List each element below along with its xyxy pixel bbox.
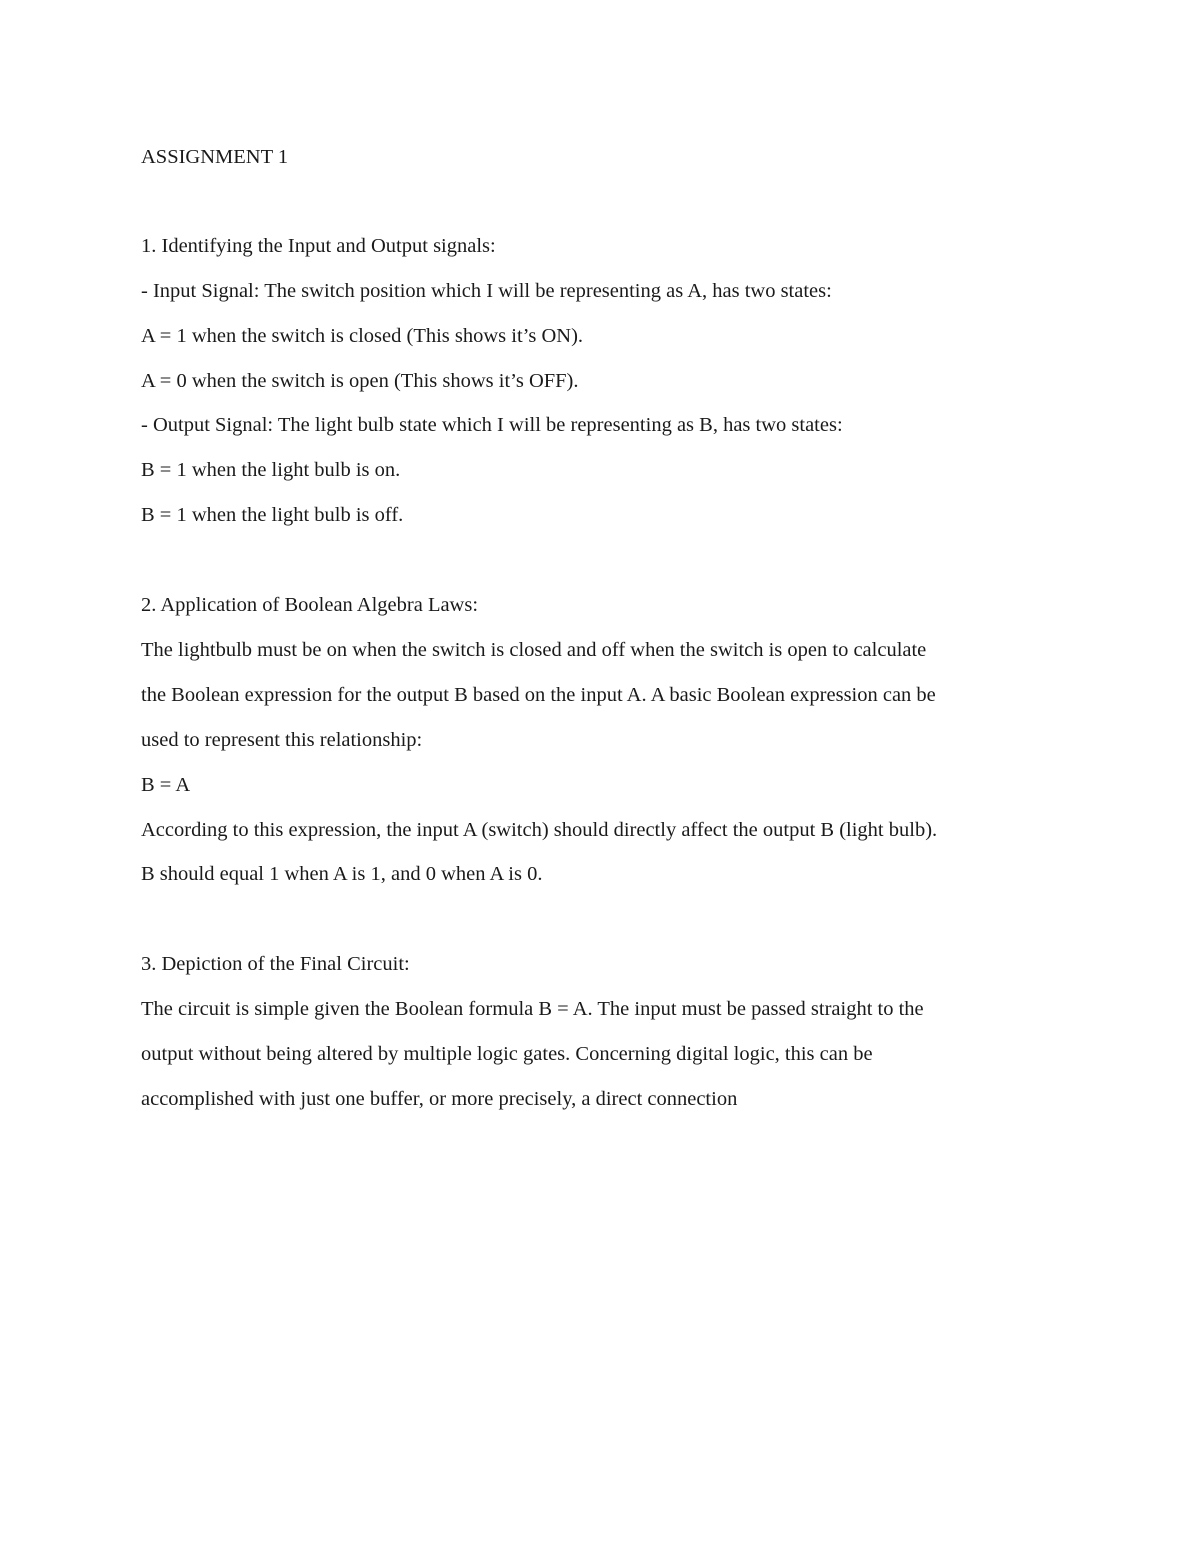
section-1-heading: 1. Identifying the Input and Output signals:: [141, 235, 496, 257]
section-3-line: output without being altered by multiple logic gates. Concerning digital logic, this can be: [141, 1043, 873, 1065]
section-2-line: B should equal 1 when A is 1, and 0 when A is 0.: [141, 863, 543, 885]
section-1-line: - Output Signal: The light bulb state which I will be representing as B, has two states:: [141, 414, 843, 436]
section-1-line: B = 1 when the light bulb is off.: [141, 504, 404, 526]
document-title: ASSIGNMENT 1: [141, 146, 289, 168]
section-2-line: the Boolean expression for the output B based on the input A. A basic Boolean expression can be: [141, 684, 936, 706]
section-1-line: A = 1 when the switch is closed (This shows it’s ON).: [141, 325, 584, 347]
section-2-line: used to represent this relationship:: [141, 729, 423, 751]
section-3-heading: 3. Depiction of the Final Circuit:: [141, 953, 410, 975]
section-3-line: The circuit is simple given the Boolean formula B = A. The input must be passed straight to the: [141, 998, 924, 1020]
section-2-line: According to this expression, the input A (switch) should directly affect the output B (light bulb).: [141, 819, 938, 841]
section-2-line: The lightbulb must be on when the switch is closed and off when the switch is open to calculate: [141, 639, 927, 661]
section-1-line: B = 1 when the light bulb is on.: [141, 459, 401, 481]
section-2-heading: 2. Application of Boolean Algebra Laws:: [141, 594, 479, 616]
boolean-expression: B = A: [141, 774, 191, 796]
section-3-line: accomplished with just one buffer, or more precisely, a direct connection: [141, 1088, 738, 1110]
section-1-line: - Input Signal: The switch position which I will be representing as A, has two states:: [141, 280, 832, 302]
section-1-line: A = 0 when the switch is open (This shows it’s OFF).: [141, 370, 579, 392]
